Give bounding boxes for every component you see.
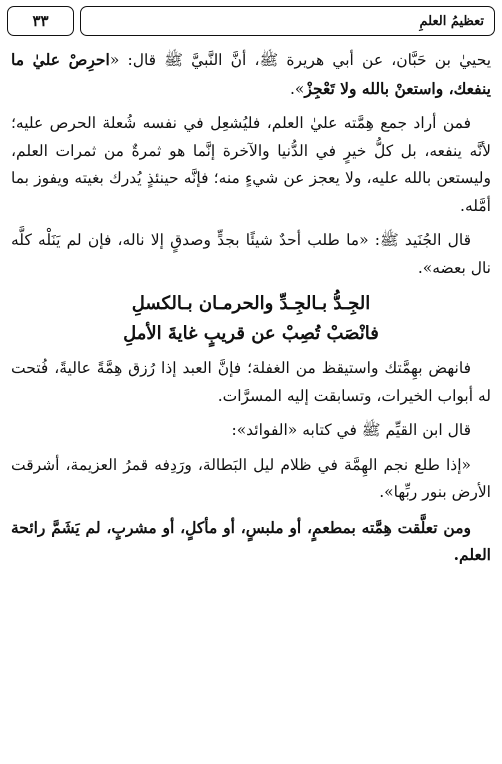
paragraph-ibn-qayyim-quote: «إذا طلع نجم الهِمَّة في ظلام ليل البَطالة، ورَدِفه قمرُ العزيمة، أشرقت الأرض بنور ربِّها».: [11, 455, 491, 501]
paragraph-ambition: فمن أراد جمع هِمَّته عليٰ العلم، فليُشعِل في نفسه شُعلة الحرص عليه؛ لأنَّه ينفعه، بل كلُّ خيرٍ في الدُّنيا والآخرة إنَّما هو ثمرةٌ من ثمرات العلم، وليستعن بالله عليه، ولا يعجز عن شيءٍ منه؛ فإنَّه حينئذٍ يُدرك بغيته ويفوز بما أمَّله.: [11, 114, 491, 215]
poem-verse: [11, 289, 491, 349]
hadith-text: احرِصْ عليٰ ما ينفعك، واستعنْ بالله ولا تَعْجِزْ: [11, 50, 491, 98]
poem-line-1: الجِـدُّ بـالجِـدِّ والحرمـان بـالكسلِ: [131, 293, 371, 314]
page-number: ٣٣: [7, 6, 74, 36]
paragraph-junayd-quote: قال الجُنَيد ﷺ: «ما طلب أحدٌ شيئًا بجدٍّ وصدقٍ إلا ناله، فإن لم يَنَلْه كلَّه نال بعضه».: [11, 231, 491, 277]
running-title: تعظيمُ العلمِ: [80, 6, 495, 36]
paragraph-ibn-qayyim-intro: قال ابن القيِّم ﷺ في كتابه «الفوائد»:: [231, 421, 471, 439]
paragraph-hadith: [11, 46, 491, 103]
poem-line-2: فانْصَبْ تُصِبْ عن قريبٍ غايةَ الأملِ: [123, 323, 379, 344]
hadith-close: ».: [290, 79, 305, 98]
paragraph-rise-up: فانهض بهِمَّتك واستيقظ من الغفلة؛ فإنَّ العبد إذا رُزق هِمَّةً عاليةً، فُتحت له أبواب الخيرات، وتسابقت إليه المسرَّات.: [11, 359, 491, 405]
hadith-intro: يحييٰ بن حَبَّان، عن أبي هريرة ﷺ، أنَّ النَّبيَّ ﷺ قال: «: [109, 51, 492, 69]
page-body: [7, 36, 495, 569]
paragraph-conclusion: ومن تعلَّقت هِمَّته بمطعمٍ، أو ملبسٍ، أو مأكلٍ، أو مشربٍ، لم يَشَمَّ رائحة العلم.: [11, 517, 491, 564]
page-header: [7, 6, 495, 36]
